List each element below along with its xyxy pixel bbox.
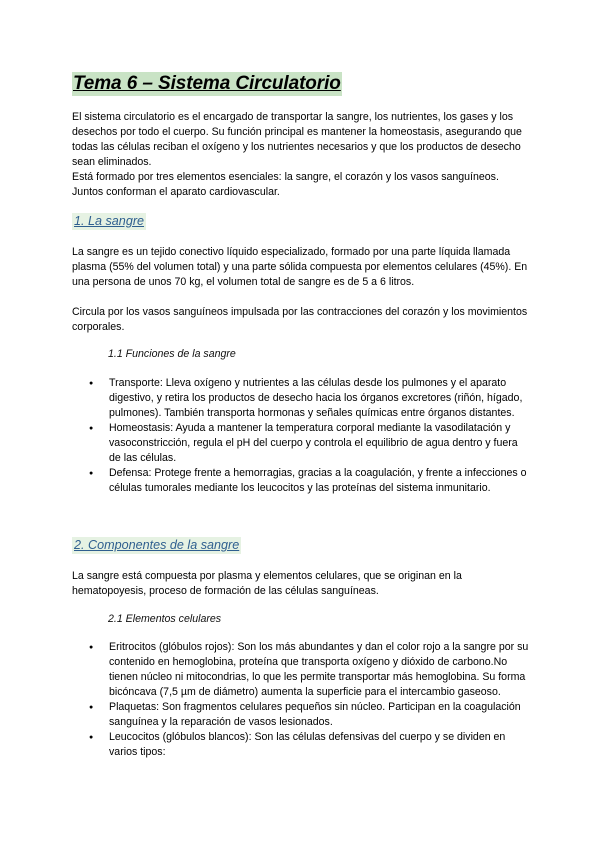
list-item: ● Transporte: Lleva oxígeno y nutrientes a las células desde los pulmones y el aparato digestivo, y retira los productos de desecho hacia los órganos excretores (riñón, hígado, pulmones). También transporta hormonas y señales químicas entre órganos distantes. xyxy=(72,376,530,421)
page-title: Tema 6 – Sistema Circulatorio xyxy=(73,73,341,94)
elementos-list xyxy=(72,640,530,760)
subheading-elementos-celulares: 2.1 Elementos celulares xyxy=(108,613,222,625)
intro-paragraph-2: Está formado por tres elementos esenciales: la sangre, el corazón y los vasos sanguíneos. Juntos conforman el aparato cardiovascular. xyxy=(72,171,499,198)
list-item: ● Eritrocitos (glóbulos rojos): Son los más abundantes y dan el color rojo a la sangre por su contenido en hemoglobina, proteína que transporta oxígeno y dióxido de carbono.No tienen núcleo ni mitocondrias, lo que les permite transportar más hemoglobina. Su forma bicóncava (7,5 µm de diámetro) aumenta la superficie para el intercambio gaseoso. xyxy=(72,640,530,700)
list-item: ● Plaquetas: Son fragmentos celulares pequeños sin núcleo. Participan en la coagulación sanguínea y la reparación de vasos lesionados. xyxy=(72,700,530,730)
list-item: ● Defensa: Protege frente a hemorragias, gracias a la coagulación, y frente a infecciones o células tumorales mediante los leucocitos y las proteínas del sistema inmunitario. xyxy=(72,466,530,496)
funciones-list xyxy=(72,376,530,496)
list-item: ● Homeostasis: Ayuda a mantener la temperatura corporal mediante la vasodilatación y vasoconstricción, regula el pH del cuerpo y controla el equilibrio de agua dentro y fuera de las células. xyxy=(72,421,530,466)
list-item: ● Leucocitos (glóbulos blancos): Son las células defensivas del cuerpo y se dividen en varios tipos: xyxy=(72,730,530,760)
sangre-paragraph-2: Circula por los vasos sanguíneos impulsada por las contracciones del corazón y los movimientos corporales. xyxy=(72,306,528,333)
componentes-paragraph: La sangre está compuesta por plasma y elementos celulares, que se originan en la hematopoyesis, proceso de formación de las células sanguíneas. xyxy=(72,570,462,597)
subheading-funciones: 1.1 Funciones de la sangre xyxy=(108,348,236,360)
intro-paragraph-1: El sistema circulatorio es el encargado de transportar la sangre, los nutrientes, los gases y los desechos por todo el cuerpo. Su función principal es mantener la homeostasis, asegurando que todas las células reciban el oxígeno y los nutrientes necesarios y que los productos de desecho sean eliminados. xyxy=(72,111,522,168)
section-heading-componentes: 2. Componentes de la sangre xyxy=(74,538,240,552)
section-heading-la-sangre: 1. La sangre xyxy=(74,214,145,228)
sangre-paragraph-1: La sangre es un tejido conectivo líquido especializado, formado por una parte líquida llamada plasma (55% del volumen total) y una parte sólida compuesta por elementos celulares (45%). En una persona de unos 70 kg, el volumen total de sangre es de 5 a 6 litros. xyxy=(72,246,528,288)
